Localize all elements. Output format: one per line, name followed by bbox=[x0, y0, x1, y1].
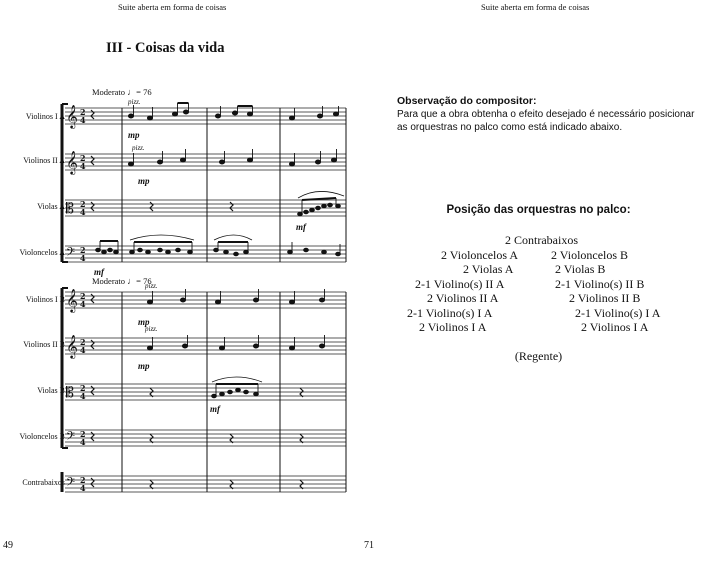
position-violas-a: 2 Violas A bbox=[463, 262, 514, 276]
position-violinos-i-a: 2 Violinos I A bbox=[419, 320, 487, 334]
position-violinos-ii-a-soloist: 2-1 Violino(s) II A bbox=[415, 277, 505, 291]
page-number-left: 49 bbox=[3, 540, 13, 551]
svg-text:2: 2 bbox=[80, 475, 86, 485]
position-violoncelos-a: 2 Violoncelos A bbox=[441, 248, 519, 262]
staff-label-violas-a: Violas A bbox=[37, 202, 65, 211]
svg-text:2: 2 bbox=[80, 245, 86, 255]
alto-clef-icon: 𝄡 bbox=[66, 201, 74, 217]
pizz-marking: pizz. bbox=[145, 282, 158, 290]
notes bbox=[96, 103, 344, 398]
bass-clef-icon: 𝄢 bbox=[66, 246, 76, 262]
dynamic-mp: mp bbox=[138, 317, 150, 327]
staff-violoncelos-b bbox=[65, 430, 346, 446]
position-violinos-ii-b-soloist: 2-1 Violino(s) II B bbox=[555, 277, 645, 291]
pizz-marking: pizz. bbox=[145, 325, 158, 333]
svg-text:4: 4 bbox=[80, 437, 86, 447]
staff-label-contrabaixos: Contrabaixos bbox=[22, 478, 65, 487]
staff-contrabaixos bbox=[65, 476, 346, 492]
rests bbox=[91, 110, 303, 489]
bass-clef-icon: 𝄢 bbox=[66, 430, 76, 446]
quarter-note-icon: ♩ bbox=[127, 87, 137, 97]
staff-violinos-i-b bbox=[65, 292, 346, 308]
dynamic-mp: mp bbox=[138, 176, 150, 186]
staff-label-violinos-ii-b: Violinos II B bbox=[23, 340, 65, 349]
staff-violinos-ii-b bbox=[65, 338, 346, 354]
position-contrabaixos: 2 Contrabaixos bbox=[505, 233, 578, 247]
position-violinos-i-b-soloist: 2-1 Violino(s) I A bbox=[575, 306, 661, 320]
movement-title: III - Coisas da vida bbox=[106, 40, 225, 56]
left-page-header: Suite aberta em forma de coisas bbox=[118, 2, 227, 12]
time-signatures bbox=[80, 107, 86, 493]
svg-text:2: 2 bbox=[80, 337, 86, 347]
staff-label-violinos-ii-a: Violinos II A bbox=[23, 156, 65, 165]
staff-lines bbox=[65, 108, 346, 492]
staff-label-violoncelos-a: Violoncelos A bbox=[19, 248, 65, 257]
conductor-position: (Regente) bbox=[514, 349, 563, 363]
treble-clef-icon: 𝄞 bbox=[66, 150, 78, 174]
staff-label-violoncelos-b: Violoncelos B bbox=[19, 432, 65, 441]
staff-violas-b bbox=[65, 384, 346, 400]
svg-text:2: 2 bbox=[80, 429, 86, 439]
dynamic-mp: mp bbox=[138, 361, 150, 371]
alto-clef-icon: 𝄡 bbox=[66, 385, 74, 401]
svg-text:4: 4 bbox=[80, 299, 86, 309]
staff-label-violinos-i-a: Violinos I A bbox=[25, 112, 65, 121]
svg-text:4: 4 bbox=[80, 207, 86, 217]
dynamic-mf: mf bbox=[94, 267, 104, 277]
pizz-marking: pizz. bbox=[132, 144, 145, 152]
staff-label-violinos-i-b: Violinos I B bbox=[25, 295, 65, 304]
position-violas-b: 2 Violas B bbox=[555, 262, 606, 276]
right-page bbox=[359, 0, 718, 567]
dynamic-mp: mp bbox=[128, 130, 140, 140]
bass-clef-icon: 𝄢 bbox=[66, 476, 76, 492]
observation-title: Observação do compositor: bbox=[397, 95, 537, 107]
quarter-note-icon: ♩ bbox=[127, 276, 137, 286]
dynamic-mf: mf bbox=[210, 404, 220, 414]
treble-clef-icon: 𝄞 bbox=[66, 334, 78, 358]
svg-text:2: 2 bbox=[80, 199, 86, 209]
svg-text:4: 4 bbox=[80, 391, 86, 401]
observation-text: Para que a obra obtenha o efeito desejado é necessário posicionar as orquestras no palco como está indicado abaixo. bbox=[397, 109, 695, 133]
svg-text:4: 4 bbox=[80, 483, 86, 493]
svg-text:4: 4 bbox=[80, 115, 86, 125]
svg-text:4: 4 bbox=[80, 345, 86, 355]
position-violinos-ii-a: 2 Violinos II A bbox=[427, 291, 499, 305]
treble-clef-icon: 𝄞 bbox=[66, 288, 78, 312]
svg-text:2: 2 bbox=[80, 383, 86, 393]
position-violinos-i-b: 2 Violinos I A bbox=[581, 320, 649, 334]
tempo-marking-b: Moderato ♩= 76 bbox=[92, 276, 152, 286]
svg-text:2: 2 bbox=[80, 107, 86, 117]
position-violoncelos-b: 2 Violoncelos B bbox=[551, 248, 629, 262]
svg-text:2: 2 bbox=[80, 153, 86, 163]
positions-title: Posição das orquestras no palco: bbox=[446, 204, 631, 216]
position-violinos-i-a-soloist: 2-1 Violino(s) I A bbox=[407, 306, 493, 320]
staff-violinos-i-a bbox=[65, 108, 346, 124]
staff-label-violas-b: Violas B bbox=[37, 386, 65, 395]
dynamic-mf: mf bbox=[296, 222, 306, 232]
tempo-marking-a: Moderato ♩= 76 bbox=[92, 87, 152, 97]
page-number-right: 71 bbox=[364, 540, 374, 551]
svg-text:2: 2 bbox=[80, 291, 86, 301]
pizz-marking: pizz. bbox=[128, 98, 141, 106]
svg-text:4: 4 bbox=[80, 161, 86, 171]
svg-text:4: 4 bbox=[80, 253, 86, 263]
staff-violinos-ii-a bbox=[65, 154, 346, 170]
treble-clef-icon: 𝄞 bbox=[66, 104, 78, 128]
position-violinos-ii-b: 2 Violinos II B bbox=[569, 291, 641, 305]
right-page-header: Suite aberta em forma de coisas bbox=[481, 2, 590, 12]
